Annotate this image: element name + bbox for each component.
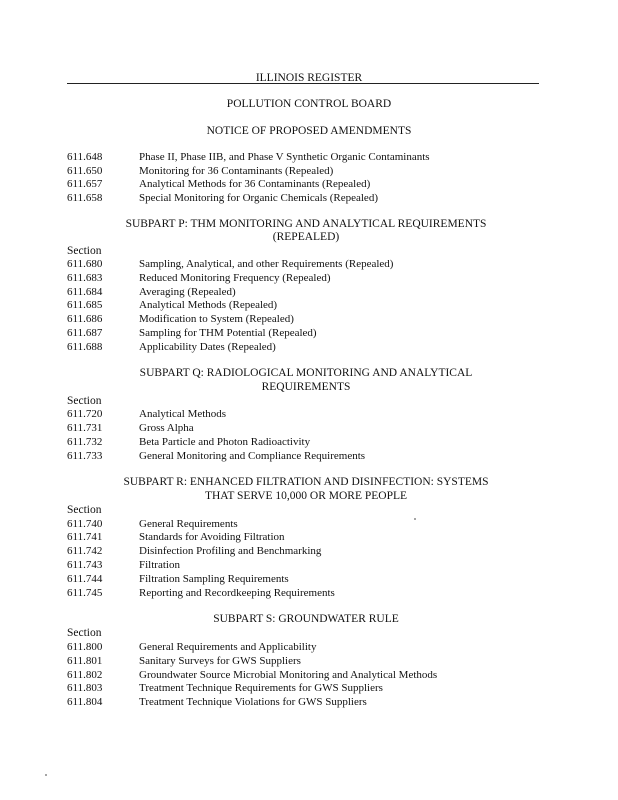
table-of-contents-entry [67, 450, 547, 464]
section-number: 611.801 [67, 655, 103, 667]
section-number: 611.732 [67, 436, 103, 448]
section-number: 611.740 [67, 518, 103, 530]
section-title: Analytical Methods (Repealed) [139, 299, 278, 311]
subpart-heading-continued: (REPEALED) [272, 231, 340, 243]
section-number: 611.684 [67, 286, 103, 298]
table-of-contents-entry [67, 573, 547, 587]
table-of-contents-entry [67, 531, 547, 545]
table-of-contents-entry [67, 272, 547, 286]
section-title: Analytical Methods [139, 408, 227, 420]
notice-title: NOTICE OF PROPOSED AMENDMENTS [206, 125, 412, 137]
section-title: Treatment Technique Requirements for GWS Suppliers [139, 682, 383, 694]
section-number: 611.741 [67, 531, 103, 543]
section-title: Filtration Sampling Requirements [139, 573, 289, 585]
table-of-contents-entry [67, 151, 547, 165]
board-title: POLLUTION CONTROL BOARD [226, 98, 392, 110]
section-number: 611.802 [67, 669, 103, 681]
table-of-contents-entry [67, 682, 547, 696]
section-title: Analytical Methods for 36 Contaminants (Repealed) [139, 178, 371, 190]
section-number: 611.680 [67, 258, 103, 270]
section-title: Sampling, Analytical, and other Requirements (Repealed) [139, 258, 394, 270]
section-number: 611.688 [67, 341, 103, 353]
table-of-contents-entry [67, 422, 547, 436]
section-title: General Requirements and Applicability [139, 641, 317, 653]
section-number: 611.742 [67, 545, 103, 557]
section-number: 611.800 [67, 641, 103, 653]
section-title: Beta Particle and Photon Radioactivity [139, 436, 311, 448]
table-of-contents-entry [67, 408, 547, 422]
table-of-contents-entry [67, 258, 547, 272]
subpart-heading: SUBPART P: THM MONITORING AND ANALYTICAL REQUIREMENTS [125, 218, 487, 230]
section-title: Phase II, Phase IIB, and Phase V Synthetic Organic Contaminants [139, 151, 430, 163]
section-title: Disinfection Profiling and Benchmarking [139, 545, 322, 557]
subpart-heading-continued: THAT SERVE 10,000 OR MORE PEOPLE [204, 490, 408, 502]
section-title: Filtration [139, 559, 180, 571]
section-title: General Monitoring and Compliance Requirements [139, 450, 366, 462]
section-number: 611.733 [67, 450, 103, 462]
section-number: 611.683 [67, 272, 103, 284]
section-title: Sampling for THM Potential (Repealed) [139, 327, 317, 339]
section-number: 611.744 [67, 573, 103, 585]
table-of-contents-entry [67, 286, 547, 300]
section-title: General Requirements [139, 518, 238, 530]
section-title: Modification to System (Repealed) [139, 313, 294, 325]
section-title: Special Monitoring for Organic Chemicals (Repealed) [139, 192, 378, 204]
subpart-heading: SUBPART S: GROUNDWATER RULE [213, 613, 399, 625]
section-title: Monitoring for 36 Contaminants (Repealed) [139, 165, 334, 177]
section-number: 611.686 [67, 313, 103, 325]
section-number: 611.648 [67, 151, 103, 163]
section-number: 611.685 [67, 299, 103, 311]
table-of-contents-entry [67, 559, 547, 573]
table-of-contents-entry [67, 327, 547, 341]
section-label: Section [67, 395, 102, 407]
section-title: Groundwater Source Microbial Monitoring and Analytical Methods [139, 669, 438, 681]
section-label: Section [67, 627, 102, 639]
table-of-contents-entry [67, 587, 547, 601]
subpart-heading: SUBPART Q: RADIOLOGICAL MONITORING AND ANALYTICAL [139, 367, 473, 379]
table-of-contents-entry [67, 641, 547, 655]
section-number: 611.731 [67, 422, 103, 434]
section-number: 611.804 [67, 696, 103, 708]
header-rule [67, 83, 539, 84]
subpart-heading-continued: REQUIREMENTS [261, 381, 351, 393]
table-of-contents-entry [67, 299, 547, 313]
subpart-heading: SUBPART R: ENHANCED FILTRATION AND DISINFECTION: SYSTEMS [123, 476, 489, 488]
section-number: 611.658 [67, 192, 103, 204]
section-title: Averaging (Repealed) [139, 286, 236, 298]
section-title: Reduced Monitoring Frequency (Repealed) [139, 272, 331, 284]
section-number: 611.745 [67, 587, 103, 599]
section-number: 611.743 [67, 559, 103, 571]
table-of-contents-entry [67, 178, 547, 192]
scan-speck [414, 518, 416, 520]
scan-speck [45, 774, 47, 776]
section-label: Section [67, 245, 102, 257]
table-of-contents-entry [67, 518, 547, 532]
section-title: Standards for Avoiding Filtration [139, 531, 285, 543]
section-number: 611.650 [67, 165, 103, 177]
table-of-contents-entry [67, 696, 547, 710]
section-label: Section [67, 504, 102, 516]
section-title: Sanitary Surveys for GWS Suppliers [139, 655, 301, 667]
section-title: Gross Alpha [139, 422, 194, 434]
table-of-contents-entry [67, 669, 547, 683]
section-number: 611.720 [67, 408, 103, 420]
section-title: Reporting and Recordkeeping Requirements [139, 587, 335, 599]
section-number: 611.687 [67, 327, 103, 339]
section-title: Applicability Dates (Repealed) [139, 341, 276, 353]
section-title: Treatment Technique Violations for GWS Suppliers [139, 696, 367, 708]
section-number: 611.803 [67, 682, 103, 694]
table-of-contents-entry [67, 655, 547, 669]
table-of-contents-entry [67, 165, 547, 179]
table-of-contents-entry [67, 436, 547, 450]
table-of-contents-entry [67, 313, 547, 327]
table-of-contents-entry [67, 545, 547, 559]
table-of-contents-entry [67, 341, 547, 355]
register-title: ILLINOIS REGISTER [255, 72, 363, 84]
section-number: 611.657 [67, 178, 103, 190]
table-of-contents-entry [67, 192, 547, 206]
